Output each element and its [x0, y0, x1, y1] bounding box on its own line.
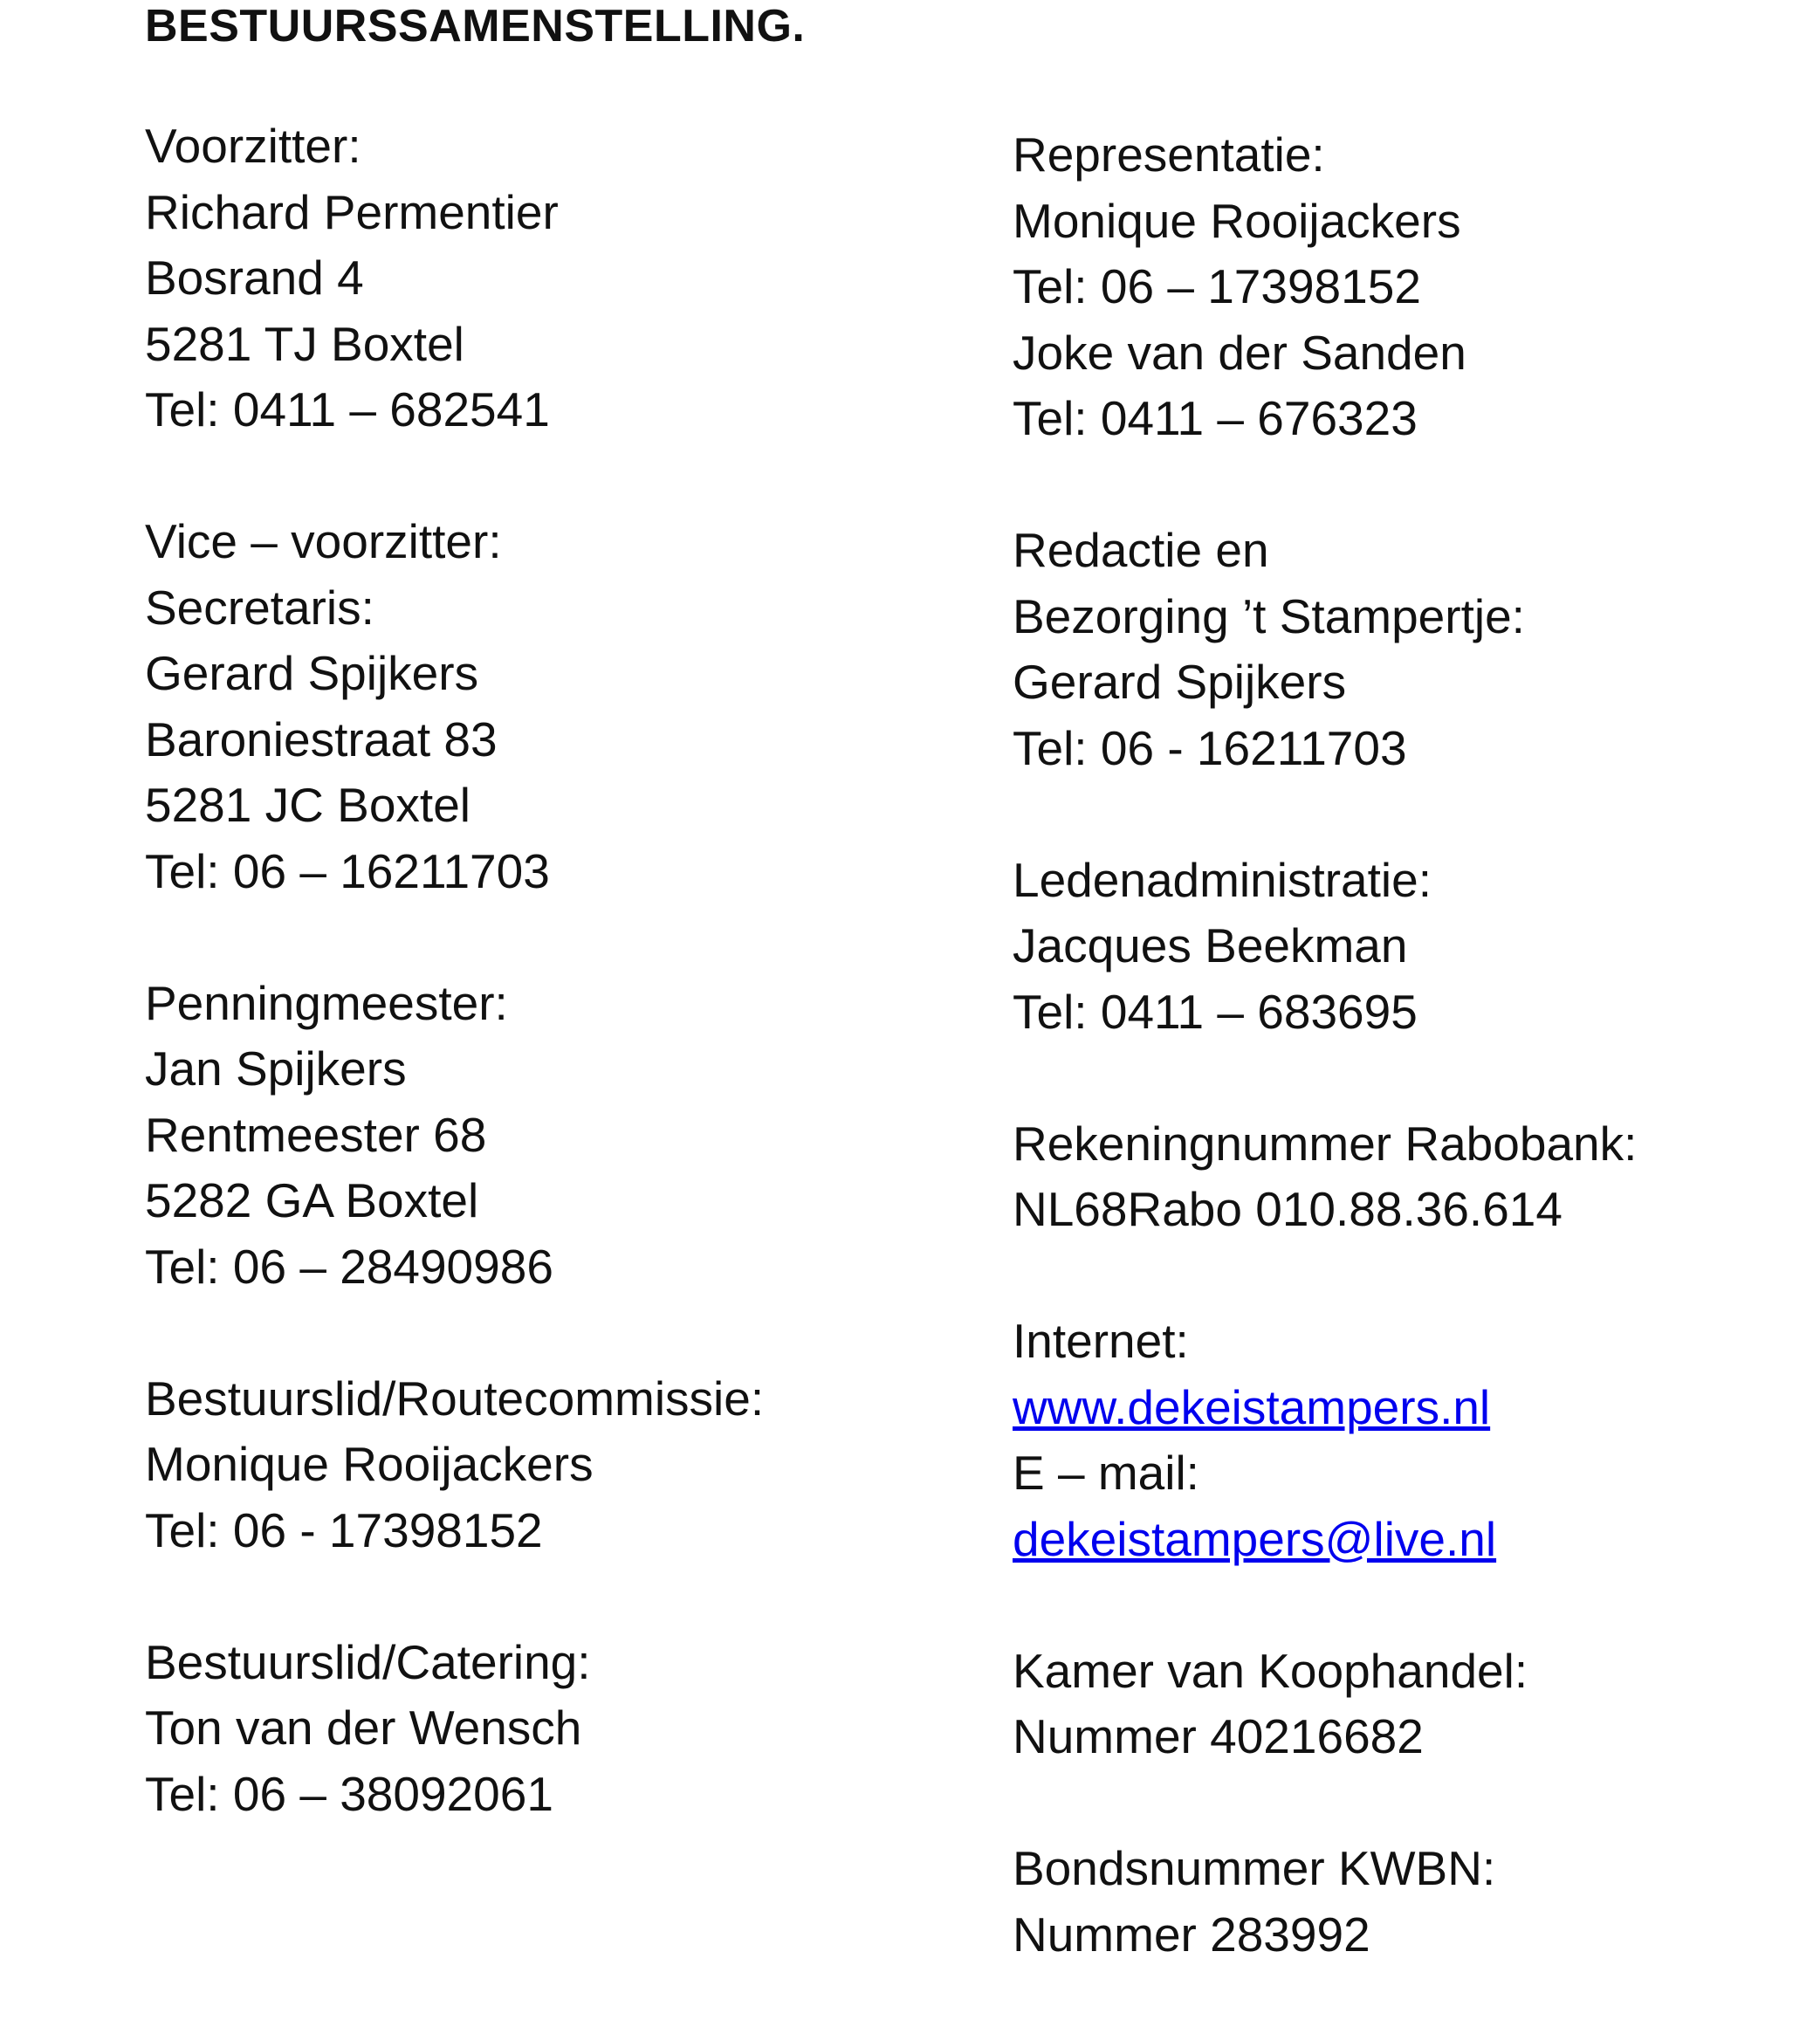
role-label-continued: Bezorging ’t Stampertje: [1013, 588, 1525, 643]
left-column [145, 113, 764, 1893]
member-city: 5281 JC Boxtel [145, 778, 470, 832]
role-label: Kamer van Koophandel: [1013, 1643, 1528, 1698]
block-bondsnummer [1013, 1836, 1637, 1968]
member-phone: Tel: 06 – 38092061 [145, 1766, 553, 1821]
role-label: Vice – voorzitter: [145, 514, 502, 568]
role-label: Rekeningnummer Rabobank: [1013, 1116, 1638, 1171]
member-phone: Tel: 0411 – 683695 [1013, 984, 1418, 1039]
role-label: Penningmeester: [145, 975, 508, 1030]
role-label: Redactie en [1013, 523, 1269, 577]
member-name: Joke van der Sanden [1013, 325, 1466, 380]
member-name: Monique Rooijackers [1013, 193, 1461, 248]
member-address: Bosrand 4 [145, 251, 364, 305]
email-line [1013, 1507, 1637, 1573]
member-phone: Tel: 06 - 16211703 [1013, 720, 1407, 775]
page-title: BESTUURSSAMENSTELLING. [145, 1, 806, 52]
member-phone: Tel: 06 – 16211703 [145, 843, 550, 898]
member-name: Gerard Spijkers [1013, 655, 1347, 709]
role-label-secondary: Secretaris: [145, 580, 374, 635]
member-phone: Tel: 0411 – 682541 [145, 382, 550, 436]
member-phone: Tel: 06 – 17398152 [1013, 259, 1421, 313]
role-label: Voorzitter: [145, 119, 361, 173]
block-kamer-van-koophandel [1013, 1639, 1637, 1770]
member-phone: Tel: 0411 – 676323 [1013, 391, 1418, 445]
role-label: Representatie: [1013, 127, 1325, 182]
block-vice-voorzitter [145, 509, 764, 904]
kwbn-number: Nummer 283992 [1013, 1907, 1370, 1962]
member-city: 5281 TJ Boxtel [145, 316, 464, 371]
block-catering [145, 1630, 764, 1828]
member-address: Rentmeester 68 [145, 1107, 487, 1162]
member-name: Ton van der Wensch [145, 1701, 582, 1755]
block-ledenadministratie [1013, 848, 1637, 1046]
role-label: Bestuurslid/Routecommissie: [145, 1371, 765, 1426]
block-internet [1013, 1309, 1637, 1572]
role-label: Ledenadministratie: [1013, 852, 1432, 907]
kvk-number: Nummer 40216682 [1013, 1709, 1424, 1763]
website-line [1013, 1375, 1637, 1441]
block-penningmeester [145, 971, 764, 1301]
member-name: Richard Permentier [145, 184, 559, 239]
internet-label: Internet: [1013, 1314, 1189, 1368]
block-representatie [1013, 122, 1637, 452]
role-label: Bestuurslid/Catering: [145, 1634, 591, 1689]
block-redactie [1013, 518, 1637, 781]
block-voorzitter [145, 113, 764, 443]
member-city: 5282 GA Boxtel [145, 1173, 479, 1227]
bank-account-number: NL68Rabo 010.88.36.614 [1013, 1182, 1562, 1236]
block-rekeningnummer [1013, 1111, 1637, 1243]
right-column [1013, 122, 1637, 2034]
member-name: Gerard Spijkers [145, 646, 479, 700]
member-name: Monique Rooijackers [145, 1437, 594, 1491]
member-name: Jan Spijkers [145, 1041, 407, 1096]
member-address: Baroniestraat 83 [145, 711, 498, 766]
block-routecommissie [145, 1366, 764, 1564]
role-label: Bondsnummer KWBN: [1013, 1841, 1496, 1895]
member-phone: Tel: 06 – 28490986 [145, 1239, 553, 1294]
member-name: Jacques Beekman [1013, 918, 1408, 972]
website-link[interactable]: www.dekeistampers.nl [1013, 1379, 1491, 1434]
email-link[interactable]: dekeistampers@live.nl [1013, 1511, 1497, 1566]
member-phone: Tel: 06 - 17398152 [145, 1502, 543, 1557]
email-label: E – mail: [1013, 1446, 1199, 1500]
